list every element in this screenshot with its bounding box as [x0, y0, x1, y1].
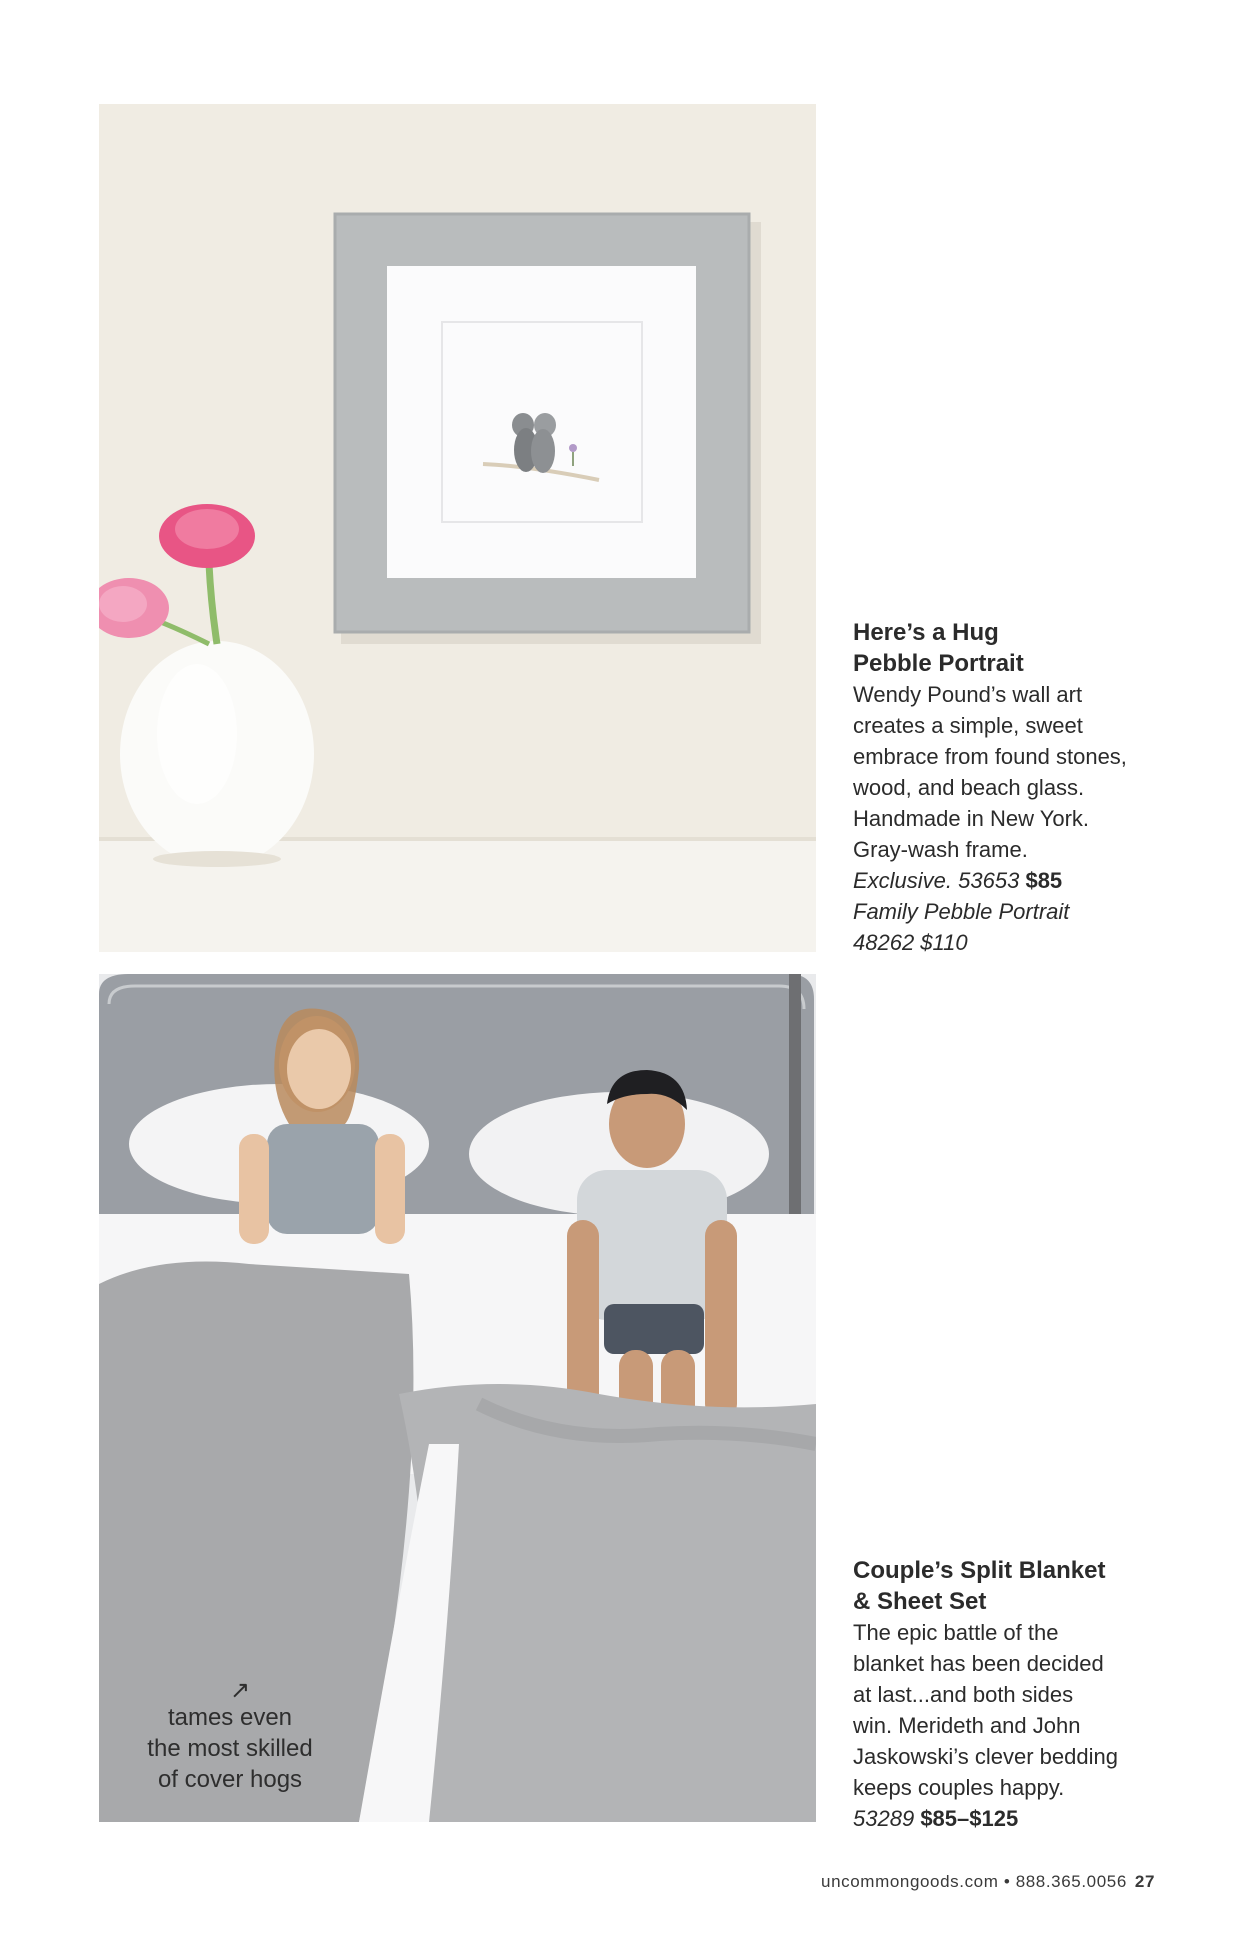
- product-pebble-portrait: [853, 617, 1233, 958]
- callout-annotation: [120, 1677, 340, 1795]
- product-desc-line: Wendy Pound’s wall art: [853, 682, 1083, 707]
- product-desc-line: Jaskowski’s clever bedding: [853, 1744, 1118, 1769]
- product-sku-line: [853, 1803, 1233, 1834]
- pebble-portrait-photo: [99, 104, 816, 952]
- page-number: 27: [1134, 1872, 1155, 1891]
- product-desc-line: win. Merideth and John: [853, 1713, 1081, 1738]
- pebble-portrait-illustration: [99, 104, 816, 952]
- product-sku: 53289: [853, 1806, 915, 1831]
- product-title: Here’s a Hug: [853, 619, 999, 646]
- product-title: & Sheet Set: [853, 1588, 987, 1615]
- callout-line: of cover hogs: [157, 1766, 303, 1793]
- product-alt-name: Family Pebble Portrait: [853, 899, 1070, 924]
- product-desc-line: creates a simple, sweet: [853, 713, 1083, 738]
- product-title: Pebble Portrait: [853, 650, 1024, 677]
- product-desc-line: Gray-wash frame.: [853, 837, 1028, 862]
- callout-line: tames even: [167, 1704, 293, 1731]
- product-desc-line: wood, and beach glass.: [853, 775, 1085, 800]
- product-split-blanket: [853, 1555, 1233, 1834]
- product-alt-sku-price: 48262 $110: [853, 930, 968, 955]
- product-desc-line: keeps couples happy.: [853, 1775, 1065, 1800]
- arrow-icon: ↗: [229, 1677, 251, 1704]
- product-desc-line: embrace from found stones,: [853, 744, 1127, 769]
- product-desc-line: The epic battle of the: [853, 1620, 1059, 1645]
- product-title: Couple’s Split Blanket: [853, 1557, 1106, 1584]
- product-sku-line: [853, 865, 1233, 896]
- product-price: $85–$125: [920, 1806, 1019, 1831]
- page-footer: [821, 1872, 1155, 1892]
- product-desc-line: blanket has been decided: [853, 1651, 1104, 1676]
- product-desc-line: Handmade in New York.: [853, 806, 1090, 831]
- product-desc-line: at last...and both sides: [853, 1682, 1074, 1707]
- footer-site-phone: uncommongoods.com • 888.365.0056: [821, 1872, 1127, 1891]
- product-sku: Exclusive. 53653: [853, 868, 1020, 893]
- callout-line: the most skilled: [147, 1735, 313, 1762]
- product-price: $85: [1025, 868, 1063, 893]
